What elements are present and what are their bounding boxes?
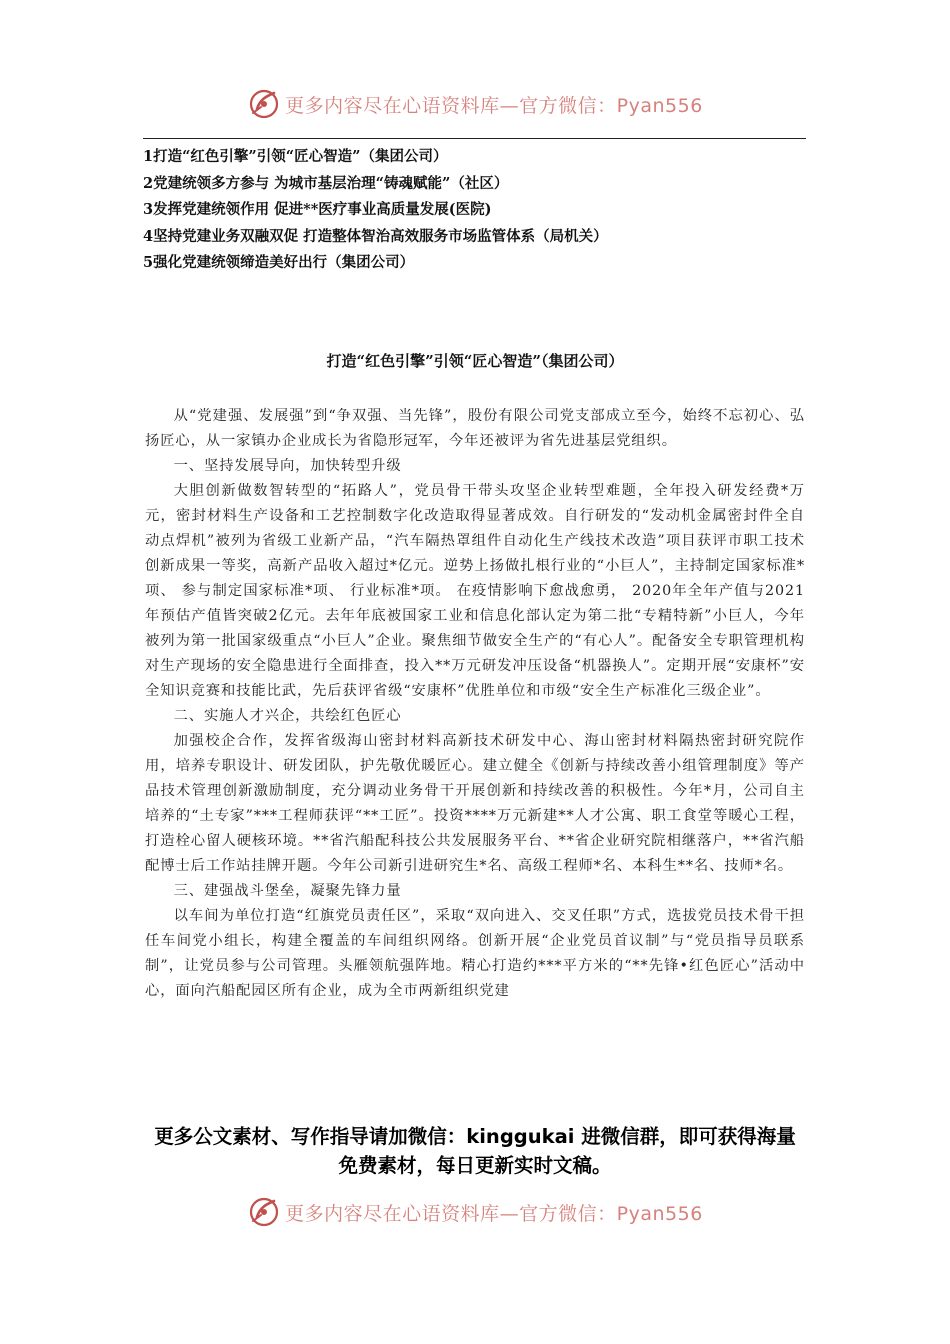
banner-text: 更多内容尽在心语资料库—官方微信：Pyan556 [285, 1202, 703, 1225]
paragraph-section-2: 加强校企合作，发挥省级海山密封材料高新技术研发中心、海山密封材料隔热密封研究院作用，培养专职设计、研发团队，护先敬优暖匠心。建立健全《创新与持续改善小组管理制度》等产品技术管理创新激励制度，充分调动业务骨干开展创新和持续改善的积极性。今年*月，公司自主培养的“土专家”***工程师获评“**工匠”。投资****万元新建**人才公寓、职工食堂等暖心工程，打造栓心留人硬核环境。**省汽船配科技公共发展服务平台、**省企业研究院相继落户，**省汽船配博士后工作站挂牌开题。今年公司新引进研究生*名、高级工程师*名、本科生**名、技师*名。 [145, 733, 805, 874]
paragraph-intro: 从“党建强、发展强”到“争双强、当先锋”，股份有限公司党支部成立至今，始终不忘初心、弘扬匠心，从一家镇办企业成长为省隐形冠军，今年还被评为省先进基层党组织。 [145, 408, 805, 449]
toc-item: 1打造“红色引擎”引领“匠心智造”（集团公司） [143, 148, 448, 165]
section-heading-2: 二、实施人才兴企，共绘红色匠心 [173, 708, 402, 724]
promo-notice: 更多公文素材、写作指导请加微信：kinggukai 进微信群，即可获得海量免费素材，每日更新实时文稿。 [154, 1125, 796, 1177]
paragraph-section-3: 以车间为单位打造“红旗党员责任区”，采取“双向进入、交叉任职”方式，选拔党员技术骨干担任车间党小组长，构建全覆盖的车间组织网络。创新开展“企业党员首议制”与“党员指导员联系制”，让党员参与公司管理。头雁领航强阵地。精心打造约***平方米的“**先锋•红色匠心”活动中心，面向汽船配园区所有企业，成为全市两新组织党建 [145, 908, 805, 999]
paragraph-section-1: 大胆创新做数智转型的“拓路人”，党员骨干带头攻坚企业转型难题，全年投入研发经费*万元，密封材料生产设备和工艺控制数字化改造取得显著成效。自行研发的“发动机金属密封件全自动点焊机”被列为省级工业新产品，“汽车隔热罩组件自动化生产线技术改造”项目获评市职工技术创新成果一等奖，高新产品收入超过*亿元。逆势上扬做扎根行业的“小巨人”，主持制定国家标准*项、 参与制定国家标准*项、 行业标准*项。 在疫情影响下愈战愈勇， 2020年全年产值与2021年预估产值皆突破2亿元。去年年底被国家工业和信息化部认定为第二批“专精特新”小巨人，今年被列为第一批国家级重点“小巨人”企业。聚焦细节做安全生产的“有心人”。配备安全专职管理机构对生产现场的安全隐患进行全面排查，投入**万元研发冲压设备“机器换人”。定期开展“安康杯”安全知识竞赛和技能比武，先后获评省级“安康杯”优胜单位和市级“安全生产标准化三级企业”。 [145, 483, 805, 699]
document-title: 打造“红色引擎”引领“匠心智造”（集团公司） [326, 352, 624, 370]
banner-text: 更多内容尽在心语资料库—官方微信：Pyan556 [285, 94, 703, 117]
document-body [145, 404, 805, 1004]
header-watermark-banner [0, 84, 950, 124]
header-divider [143, 138, 806, 139]
brand-logo-icon [247, 87, 281, 121]
toc-item: 5强化党建统领缔造美好出行（集团公司） [143, 254, 415, 271]
section-heading-1: 一、坚持发展导向，加快转型升级 [173, 458, 402, 474]
toc-item: 2党建统领多方参与 为城市基层治理“铸魂赋能”（社区） [143, 174, 509, 192]
footer-watermark-banner [0, 1192, 950, 1232]
toc-item: 4坚持党建业务双融双促 打造整体智治高效服务市场监管体系（局机关） [143, 227, 608, 245]
banner-wechat-id: Pyan556 [616, 1202, 703, 1225]
section-heading-3: 三、建强战斗堡垒，凝聚先锋力量 [173, 883, 402, 899]
banner-wechat-id: Pyan556 [616, 94, 703, 117]
toc-item: 3发挥党建统领作用 促进**医疗事业高质量发展(医院) [143, 201, 492, 218]
brand-logo-icon [247, 1195, 281, 1229]
table-of-contents [143, 144, 608, 277]
